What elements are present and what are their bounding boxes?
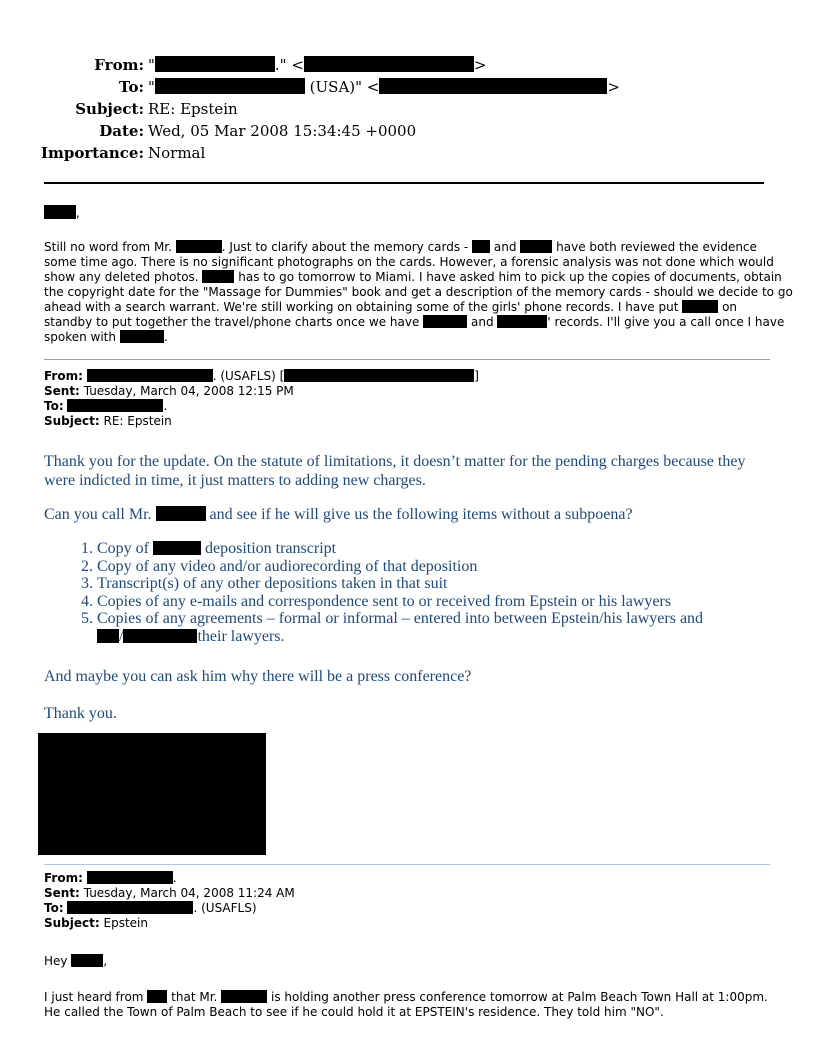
to-label: To: [44,901,64,915]
msg2-para4: Thank you. [44,705,117,722]
redaction [520,240,552,253]
text: deposition transcript [205,540,337,557]
redaction [221,990,267,1003]
text: and see if he will give us the following items without a subpoena? [209,506,633,523]
redaction [87,871,173,884]
header-divider [44,182,764,184]
msg2-sent-row [44,384,479,399]
text: . Just to clarify about the memory cards - [221,240,469,254]
to-end: . [163,399,168,413]
sent-value: Tuesday, March 04, 2008 12:15 PM [83,384,294,398]
quote: " [148,78,155,96]
list-item: 3. Transcript(s) of any other depositions taken in that suit [97,575,784,593]
text: Can you call Mr. [44,506,152,523]
text: ' records. I'll give you a call once I have [547,315,785,329]
text: Hey [44,954,68,968]
reply-line [44,300,784,315]
msg2-header [44,369,479,429]
sent-value: Tuesday, March 04, 2008 11:24 AM [83,886,295,900]
reply-line [44,270,784,285]
reply-line: some time ago. There is no significant photographs on the cards. However, a forensic analysis was not done which would [44,255,774,269]
header-importance-row [40,142,620,164]
redaction [147,990,167,1003]
msg3-header [44,871,295,931]
reply-line [44,330,784,345]
text: Copies of any agreements – formal or informal – entered into between Epstein/his lawyers and [97,610,704,627]
text: Still no word from Mr. [44,240,172,254]
angle-close: > [473,56,487,74]
list-item [97,540,784,558]
date-value: Wed, 05 Mar 2008 15:34:45 +0000 [148,122,417,140]
msg2-para1 [44,452,745,490]
list-item [97,610,784,645]
redaction [97,629,119,643]
header-subject-row [40,98,620,120]
bracket-close: ] [474,369,479,383]
subject-value: Epstein [103,916,148,930]
msg3-from-row [44,871,295,886]
msg3-greeting [44,954,107,969]
redaction [155,56,275,72]
reply-line [44,315,784,330]
redaction [379,78,607,94]
message-divider [44,359,770,360]
text: I just heard from [44,990,144,1004]
msg2-subject-row [44,414,479,429]
greeting-comma: , [76,206,80,220]
msg3-to-row [44,901,295,916]
from-separator: ." < [274,56,304,74]
msg2-from-row [44,369,479,384]
body-line [44,990,768,1005]
redaction [67,901,193,914]
subject-label: Subject: [44,916,100,930]
text: show any deleted photos. [44,270,199,284]
reply-line [44,240,784,255]
msg3-subject-row [44,916,295,931]
text: on [722,300,738,314]
from-end: . [172,871,177,885]
msg3-body [44,990,768,1020]
reply-body [44,240,793,345]
reply-greeting [44,205,80,221]
angle-close: > [607,78,620,96]
list-item: 2. Copy of any video and/or audiorecording of that deposition [97,558,784,576]
redaction [87,369,213,382]
text: and [493,240,517,254]
reply-line: the copyright date for the "Massage for Dummies" book and get a description of the memory cards - should we decide to go [44,285,793,299]
header-to-row [40,76,620,98]
subject-value: RE: Epstein [148,100,238,118]
from-value [148,54,487,76]
redaction [304,56,474,72]
redaction [472,240,490,253]
text: and [471,315,494,329]
redaction [120,330,164,343]
redaction [284,369,474,382]
text-line: were indicted in time, it just matters to adding new charges. [44,472,426,489]
msg3-sent-row [44,886,295,901]
msg2-para2 [44,505,633,524]
header-date-row [40,120,620,142]
redaction [155,78,305,94]
redaction [497,315,547,328]
text: that Mr. [171,990,218,1004]
redaction [156,506,206,521]
from-label: From: [94,56,144,74]
date-label: Date: [99,122,144,140]
from-label: From: [44,871,83,885]
header-from-row [40,54,620,76]
quote: " [148,56,155,74]
to-label: To: [44,399,64,413]
email-header [40,54,620,164]
redaction [682,300,718,313]
msg2-to-row [44,399,479,414]
signature-redaction [38,733,266,855]
text-line: Thank you for the update. On the statute of limitations, it doesn’t matter for the pending charges because they [44,453,746,470]
subject-label: Subject: [44,414,100,428]
sent-label: Sent: [44,886,80,900]
text: . [163,330,168,344]
slash: / [119,627,124,645]
text: is holding another press conference tomorrow at Palm Beach Town Hall at 1:00pm. [271,990,768,1004]
redaction [71,954,103,967]
redaction [44,205,76,219]
to-end: . (USAFLS) [193,901,257,915]
text: their lawyers. [197,627,285,645]
text: spoken with [44,330,116,344]
subject-label: Subject: [75,100,144,118]
importance-label: Importance: [40,144,144,162]
body-line: He called the Town of Palm Beach to see if he could hold it at EPSTEIN's residence. They told him "NO". [44,1005,664,1019]
msg2-para3: And maybe you can ask him why there will be a press conference? [44,668,472,685]
text: ahead with a search warrant. We're still working on obtaining some of the girls' phone records. I have put [44,300,679,314]
text: have both reviewed the evidence [556,240,757,254]
text: standby to put together the travel/phone charts once we have [44,315,420,329]
from-label: From: [44,369,83,383]
redaction [67,399,163,412]
to-label: To: [119,78,144,96]
redaction [176,240,222,253]
redaction [202,270,234,283]
redaction [423,315,467,328]
redaction [123,629,197,643]
to-value [148,76,620,98]
list-item: 4. Copies of any e-mails and correspondence sent to or received from Epstein or his lawyers [97,593,784,611]
subject-value: RE: Epstein [103,414,172,428]
msg2-item-list [44,540,784,645]
from-org: . (USAFLS) [ [212,369,285,383]
text: Copy of [97,540,149,557]
sent-label: Sent: [44,384,80,398]
message-divider [44,864,770,865]
redaction [153,541,201,555]
to-separator: (USA)" < [304,78,380,96]
text: has to go tomorrow to Miami. I have asked him to pick up the copies of documents, obtain [238,270,782,284]
text: , [103,954,108,968]
importance-value: Normal [148,144,206,162]
